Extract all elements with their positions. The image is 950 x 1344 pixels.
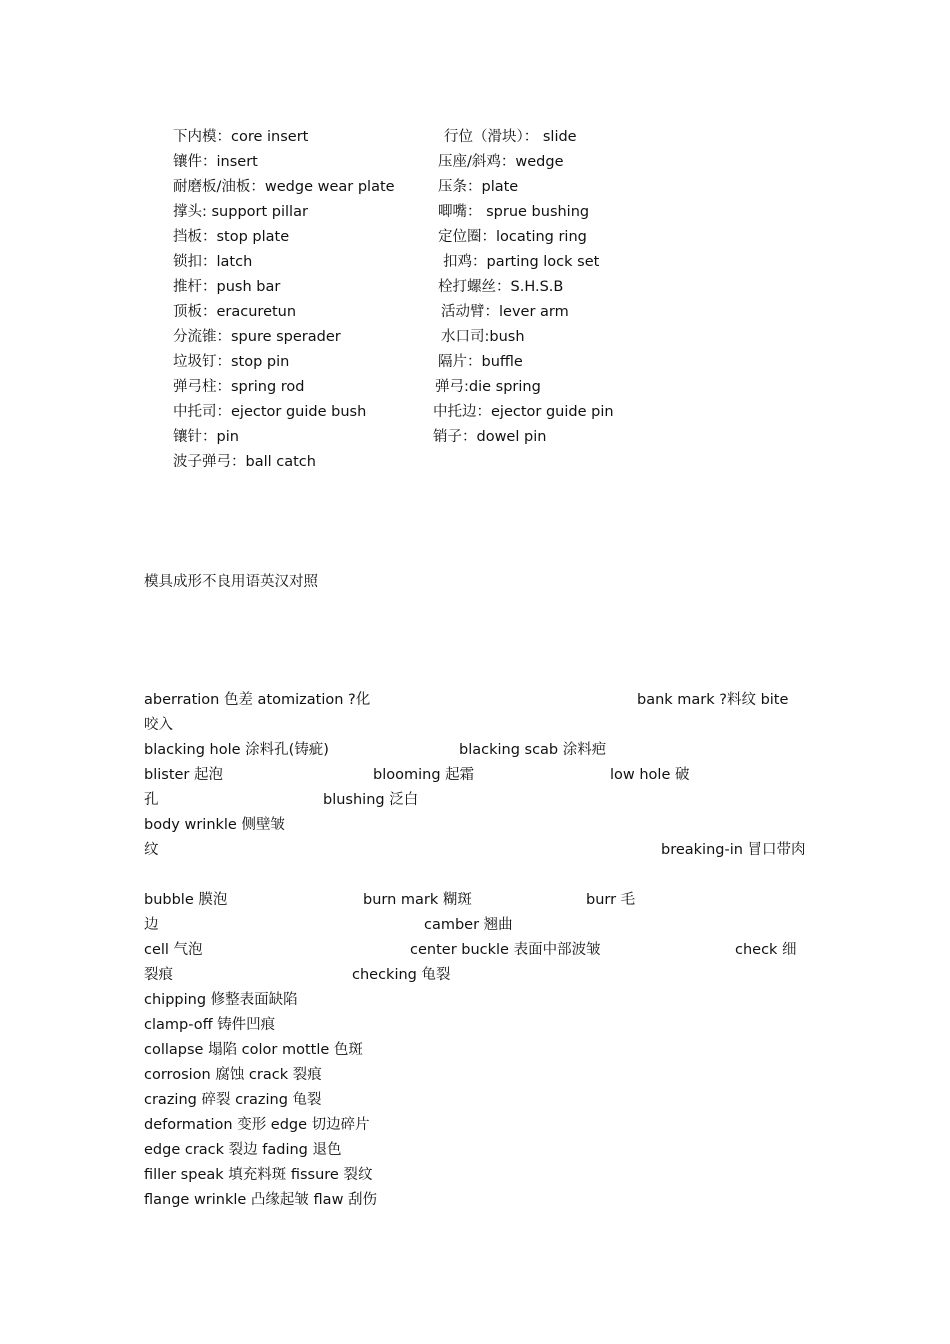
glossary-right-item: 活动臂：lever arm <box>441 304 569 320</box>
defect-line: burr 毛 <box>586 892 636 908</box>
glossary-right-item: 唧嘴： sprue bushing <box>438 204 590 220</box>
defect-line: breaking-in 冒口带肉 <box>661 842 806 858</box>
glossary-right-item: 压座/斜鸡：wedge <box>438 154 564 170</box>
glossary-left-item: 波子弹弓：ball catch <box>173 454 316 470</box>
section-title: 模具成形不良用语英汉对照 <box>144 574 318 590</box>
defect-line: 孔 <box>144 792 159 808</box>
defect-line: burn mark 糊斑 <box>363 892 472 908</box>
defect-line: aberration 色差 atomization ?化 <box>144 692 371 708</box>
defect-line: blister 起泡 <box>144 767 223 783</box>
glossary-right-item: 行位（滑块）： slide <box>444 129 577 145</box>
glossary-right-item: 隔片：buffle <box>438 354 523 370</box>
defect-line: low hole 破 <box>610 767 690 783</box>
defect-line: chipping 修整表面缺陷 <box>144 992 298 1008</box>
defect-line: bubble 膜泡 <box>144 892 228 908</box>
glossary-right-item: 扣鸡：parting lock set <box>443 254 600 270</box>
glossary-left-item: 挡板：stop plate <box>173 229 290 245</box>
defect-line: 咬入 <box>144 717 173 733</box>
defect-line: filler speak 填充料斑 fissure 裂纹 <box>144 1167 373 1183</box>
glossary-right-item: 弹弓:die spring <box>435 379 541 395</box>
glossary-left-item: 耐磨板/油板：wedge wear plate <box>173 179 395 195</box>
defect-line: bank mark ?料纹 bite <box>637 692 789 708</box>
defect-line: collapse 塌陷 color mottle 色斑 <box>144 1042 363 1058</box>
glossary-left-item: 镶针：pin <box>173 429 239 445</box>
defect-line: deformation 变形 edge 切边碎片 <box>144 1117 370 1133</box>
glossary-left-item: 分流锥：spure sperader <box>173 329 341 345</box>
defect-line: blacking hole 涂料孔(铸疵) <box>144 742 329 758</box>
defect-line: 边 <box>144 917 159 933</box>
defect-line: blooming 起霜 <box>373 767 475 783</box>
defect-line: corrosion 腐蚀 crack 裂痕 <box>144 1067 322 1083</box>
glossary-left-item: 弹弓柱：spring rod <box>173 379 305 395</box>
glossary-left-item: 镶件：insert <box>173 154 258 170</box>
glossary-right-item: 水口司:bush <box>441 329 525 345</box>
defect-line: check 细 <box>735 942 797 958</box>
glossary-left-item: 锁扣：latch <box>173 254 253 270</box>
glossary-left-item: 顶板：eracuretun <box>173 304 297 320</box>
defect-line: cell 气泡 <box>144 942 203 958</box>
glossary-left-item: 中托司：ejector guide bush <box>173 404 367 420</box>
glossary-left-item: 垃圾钉：stop pin <box>173 354 290 370</box>
glossary-right-item: 销子：dowel pin <box>433 429 547 445</box>
defect-line: center buckle 表面中部波皱 <box>410 942 601 958</box>
glossary-left-item: 撑头: support pillar <box>173 204 308 220</box>
glossary-right-item: 定位圈：locating ring <box>438 229 587 245</box>
defect-line: flange wrinkle 凸缘起皱 flaw 刮伤 <box>144 1192 378 1208</box>
defect-line: 裂痕 <box>144 967 173 983</box>
glossary-right-item: 中托边：ejector guide pin <box>433 404 614 420</box>
defect-line: blacking scab 涂料疤 <box>459 742 607 758</box>
glossary-left-item: 下内模：core insert <box>173 129 309 145</box>
glossary-left-item: 推杆：push bar <box>173 279 281 295</box>
defect-line: crazing 碎裂 crazing 龟裂 <box>144 1092 322 1108</box>
defect-line: blushing 泛白 <box>323 792 419 808</box>
defect-line: checking 龟裂 <box>352 967 451 983</box>
defect-line: camber 翘曲 <box>424 917 513 933</box>
glossary-right-item: 压条：plate <box>438 179 519 195</box>
defect-line: clamp-off 铸件凹痕 <box>144 1017 276 1033</box>
defect-line: edge crack 裂边 fading 退色 <box>144 1142 342 1158</box>
glossary-right-item: 栓打螺丝：S.H.S.B <box>438 279 564 295</box>
defect-line: 纹 <box>144 842 159 858</box>
defect-line: body wrinkle 侧壁皱 <box>144 817 285 833</box>
